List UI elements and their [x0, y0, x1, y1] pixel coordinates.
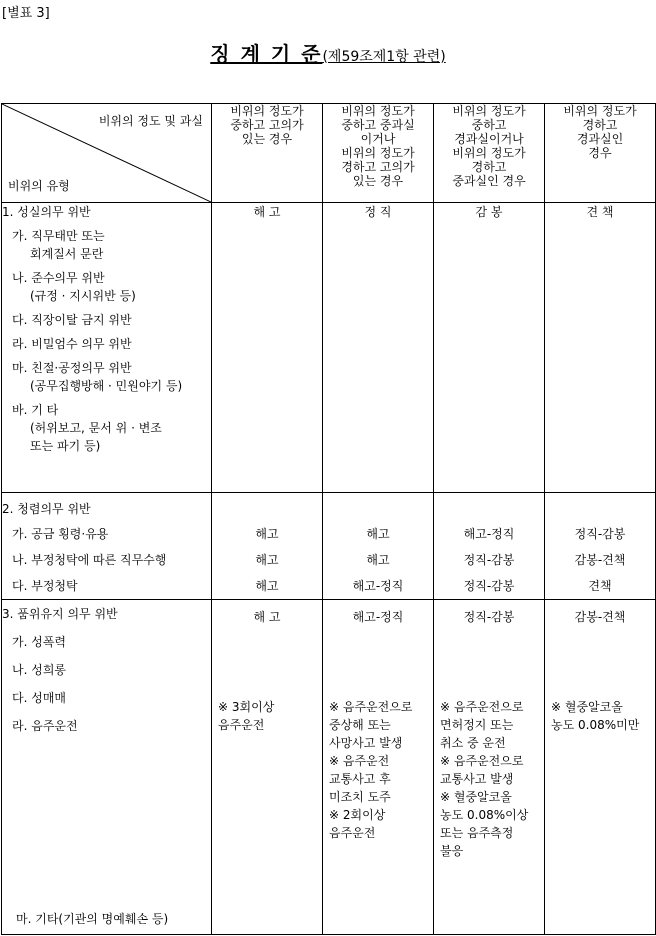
group-3-penalty-2: 해고-정직 [352, 610, 404, 624]
group-1-category [2, 203, 212, 493]
group-2-col-4 [545, 493, 656, 600]
item-text: 회계질서 문란 [30, 247, 104, 261]
group-1-penalty-3: 감 봉 [434, 203, 545, 493]
group-3-penalty-3: 정직-감봉 [463, 610, 515, 624]
group-2-col-3 [434, 493, 545, 600]
title-sub: (제59조제1항 관련) [322, 49, 446, 65]
penalty-cell: 해고 [255, 579, 279, 593]
group-1-item-a [2, 227, 211, 263]
penalty-cell: 정직-감봉 [463, 579, 515, 593]
group-2-col-2 [323, 493, 434, 600]
group-integrity-row [2, 493, 656, 600]
group-2-col-1 [212, 493, 323, 600]
item-text: (규정 · 지시위반 등) [30, 289, 136, 303]
drunk-driving-note-4: ※ 혈중알코올 농도 0.08%미만 [551, 700, 640, 732]
group-3-item-c: 다. 성매매 [12, 691, 66, 705]
group-3-title: 3. 품위유지 의무 위반 [2, 607, 118, 621]
item-text: 라. 비밀엄수 의무 위반 [12, 337, 132, 351]
group-2-title: 2. 청렴의무 위반 [2, 502, 91, 516]
item-text: (허위보고, 문서 위 · 변조 [30, 421, 162, 435]
header-col-1: 비위의 정도가 중하고 고의가 있는 경우 [212, 104, 323, 203]
group-sincerity-row [2, 203, 656, 493]
header-col-2: 비위의 정도가 중하고 중과실 이거나 비위의 정도가 경하고 고의가 있는 경우 [323, 104, 434, 203]
group-1-penalty-2: 정 직 [323, 203, 434, 493]
penalty-cell: 정직-감봉 [574, 527, 626, 541]
group-2-item-c: 다. 부정청탁 [12, 579, 78, 593]
penalty-cell: 해고 [366, 553, 390, 567]
group-3-penalty-1: 해 고 [253, 610, 281, 624]
penalty-cell: 해고 [255, 553, 279, 567]
group-3-item-e: 마. 기타(기관의 명예훼손 등) [16, 912, 169, 926]
group-3-item-d: 라. 음주운전 [12, 719, 78, 733]
group-3-col-3 [434, 600, 545, 935]
group-3-penalty-4: 감봉-견책 [574, 610, 626, 624]
group-1-item-d [2, 335, 211, 353]
group-1-title: 1. 성실의무 위반 [2, 205, 91, 219]
header-degree-label: 비위의 정도 및 과실 [98, 114, 203, 128]
group-2-item-b: 나. 부정청탁에 따른 직무수행 [12, 553, 167, 567]
group-1-item-c [2, 311, 211, 329]
drunk-driving-note-3: ※ 음주운전으로 면허정지 또는 취소 중 운전 ※ 음주운전으로 교통사고 발생 ※ 혈중알코올 농도 0.08%이상 또는 음주측정 불응 [440, 700, 529, 858]
group-3-item-b: 나. 성희롱 [12, 663, 66, 677]
item-text: 바. 기 타 [12, 403, 59, 417]
group-dignity-row [2, 600, 656, 935]
penalty-cell: 해고 [366, 527, 390, 541]
penalty-cell: 견책 [588, 579, 612, 593]
group-1-item-f [2, 401, 211, 455]
header-col-3: 비위의 정도가 중하고 경과실이거나 비위의 정도가 경하고 중과실인 경우 [434, 104, 545, 203]
item-text: 가. 직무태만 또는 [12, 229, 105, 243]
item-text: 마. 친절·공정의무 위반 [12, 361, 132, 375]
group-1-item-e [2, 359, 211, 395]
group-3-col-1 [212, 600, 323, 935]
header-diagonal-cell [2, 104, 212, 203]
item-text: 나. 준수의무 위반 [12, 271, 105, 285]
group-3-col-2 [323, 600, 434, 935]
group-2-category [2, 493, 212, 600]
page-title [0, 38, 656, 67]
item-text: (공무집행방해 · 민원야기 등) [30, 379, 183, 393]
drunk-driving-note-1: ※ 3회이상 음주운전 [218, 700, 275, 732]
penalty-cell: 감봉-견책 [574, 553, 626, 567]
penalty-cell: 해고-정직 [352, 579, 404, 593]
disciplinary-standards-table [1, 103, 656, 935]
group-1-penalty-1: 해 고 [212, 203, 323, 493]
group-1-penalty-4: 견 책 [545, 203, 656, 493]
header-row [2, 104, 656, 203]
group-1-item-b [2, 269, 211, 305]
group-3-col-4 [545, 600, 656, 935]
group-3-item-a: 가. 성폭력 [12, 635, 66, 649]
attachment-label: [별표 3] [2, 6, 50, 21]
group-3-category [2, 600, 212, 935]
item-text: 다. 직장이탈 금지 위반 [12, 313, 132, 327]
penalty-cell: 해고-정직 [463, 527, 515, 541]
header-col-4: 비위의 정도가 경하고 경과실인 경우 [545, 104, 656, 203]
item-text: 또는 파기 등) [30, 439, 101, 453]
drunk-driving-note-2: ※ 음주운전으로 중상해 또는 사망사고 발생 ※ 음주운전 교통사고 후 미조치 도주 ※ 2회이상 음주운전 [329, 700, 413, 840]
group-2-item-a: 가. 공금 횡령·유용 [12, 527, 109, 541]
penalty-cell: 해고 [255, 527, 279, 541]
penalty-cell: 정직-감봉 [463, 553, 515, 567]
title-main: 징 계 기 준 [210, 42, 323, 66]
header-type-label: 비위의 유형 [8, 179, 70, 193]
